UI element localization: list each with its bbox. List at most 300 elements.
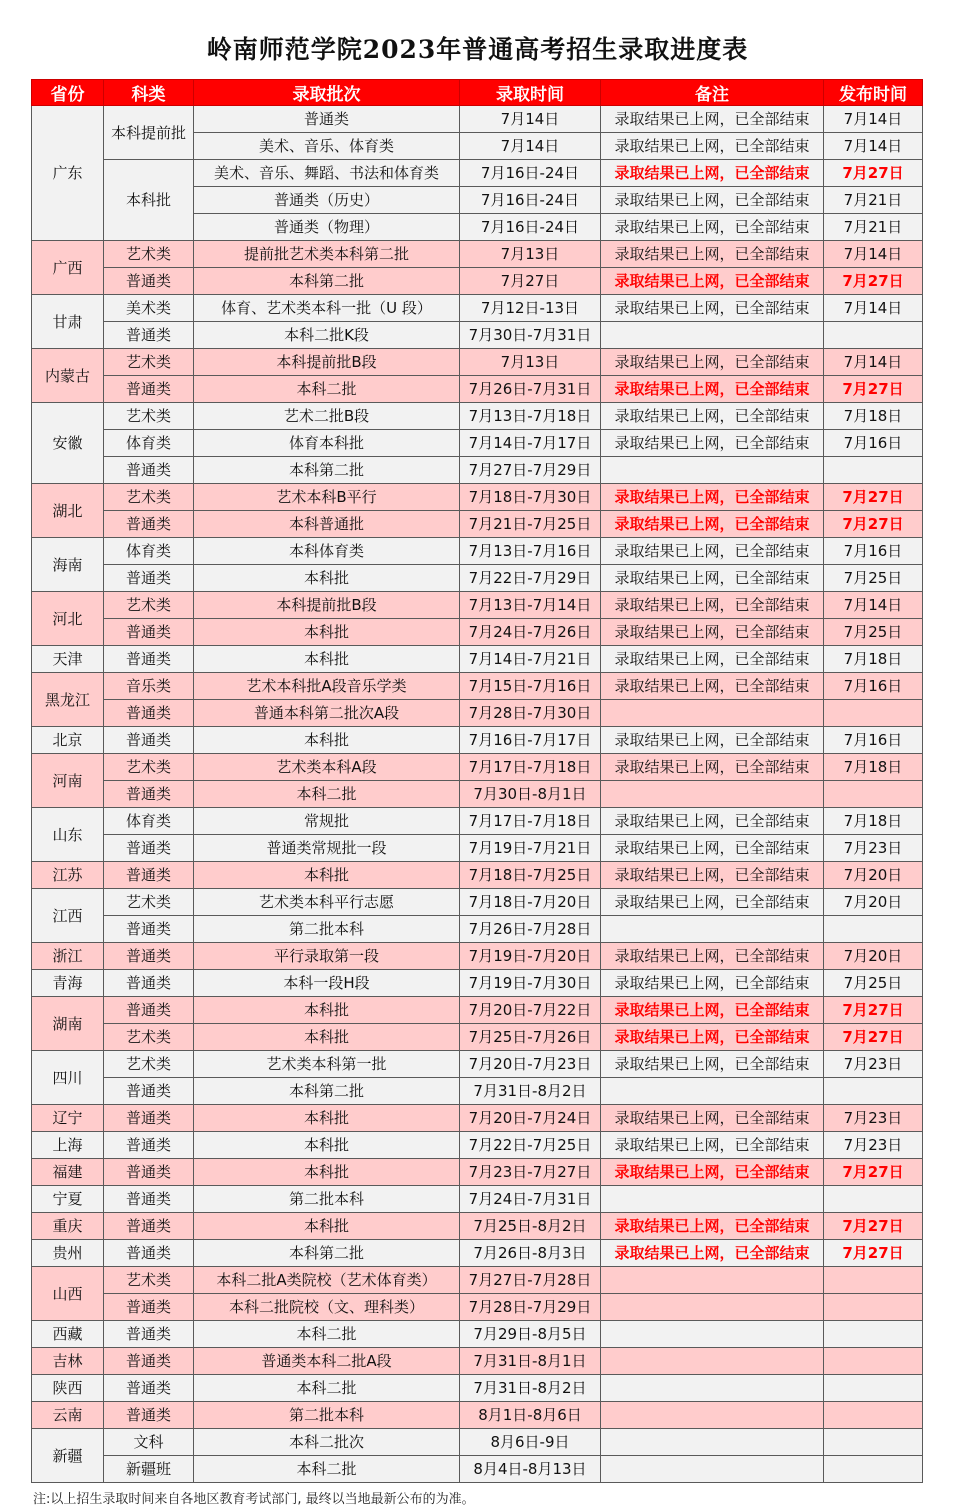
column-header-province: 省份 — [32, 80, 104, 106]
batch-cell: 本科第二批 — [194, 1240, 460, 1267]
time-cell: 7月22日-7月29日 — [460, 565, 601, 592]
remark-cell — [601, 1429, 824, 1456]
remark-cell: 录取结果已上网，已全部结束 — [601, 727, 824, 754]
category-cell: 普通类 — [104, 1348, 194, 1375]
published-cell: 7月27日 — [824, 997, 923, 1024]
province-cell: 河南 — [32, 754, 104, 808]
category-cell: 普通类 — [104, 268, 194, 295]
batch-cell: 本科批 — [194, 619, 460, 646]
column-header-published: 发布时间 — [824, 80, 923, 106]
time-cell: 7月13日 — [460, 349, 601, 376]
province-cell: 辽宁 — [32, 1105, 104, 1132]
footnote: 注:以上招生录取时间来自各地区教育考试部门, 最终以当地最新公布的为准。 — [33, 1492, 475, 1507]
category-cell: 普通类 — [104, 1159, 194, 1186]
time-cell: 7月16日-24日 — [460, 214, 601, 241]
province-cell: 湖南 — [32, 997, 104, 1051]
table-row — [32, 1051, 923, 1078]
category-cell: 普通类 — [104, 1402, 194, 1429]
table-row — [32, 1348, 923, 1375]
time-cell: 8月1日-8月6日 — [460, 1402, 601, 1429]
time-cell: 7月20日-7月22日 — [460, 997, 601, 1024]
category-cell: 艺术类 — [104, 403, 194, 430]
published-cell: 7月18日 — [824, 403, 923, 430]
category-cell: 普通类 — [104, 835, 194, 862]
batch-cell: 本科批 — [194, 1024, 460, 1051]
remark-cell: 录取结果已上网，已全部结束 — [601, 943, 824, 970]
table-row — [32, 808, 923, 835]
table-row — [32, 295, 923, 322]
table-row — [32, 538, 923, 565]
province-cell: 云南 — [32, 1402, 104, 1429]
time-cell: 7月30日-8月1日 — [460, 781, 601, 808]
table-row — [32, 970, 923, 997]
table-row — [32, 889, 923, 916]
time-cell: 7月27日-7月28日 — [460, 1267, 601, 1294]
column-header-category: 科类 — [104, 80, 194, 106]
batch-cell: 普通类（历史） — [194, 187, 460, 214]
column-header-time: 录取时间 — [460, 80, 601, 106]
category-cell: 普通类 — [104, 376, 194, 403]
column-header-batch: 录取批次 — [194, 80, 460, 106]
category-cell: 普通类 — [104, 1186, 194, 1213]
remark-cell: 录取结果已上网，已全部结束 — [601, 268, 824, 295]
published-cell: 7月20日 — [824, 862, 923, 889]
remark-cell — [601, 1267, 824, 1294]
province-cell: 宁夏 — [32, 1186, 104, 1213]
category-cell: 艺术类 — [104, 889, 194, 916]
published-cell — [824, 322, 923, 349]
time-cell: 7月30日-7月31日 — [460, 322, 601, 349]
remark-cell: 录取结果已上网，已全部结束 — [601, 187, 824, 214]
remark-cell: 录取结果已上网，已全部结束 — [601, 889, 824, 916]
published-cell: 7月16日 — [824, 727, 923, 754]
table-row — [32, 268, 923, 295]
table-row — [32, 1402, 923, 1429]
province-cell: 浙江 — [32, 943, 104, 970]
time-cell: 7月19日-7月20日 — [460, 943, 601, 970]
published-cell: 7月21日 — [824, 187, 923, 214]
table-row — [32, 1159, 923, 1186]
remark-cell — [601, 1456, 824, 1483]
table-row — [32, 322, 923, 349]
batch-cell: 本科一段H段 — [194, 970, 460, 997]
table-row — [32, 592, 923, 619]
table-row — [32, 1294, 923, 1321]
batch-cell: 本科批 — [194, 1159, 460, 1186]
time-cell: 7月13日-7月14日 — [460, 592, 601, 619]
published-cell — [824, 1294, 923, 1321]
remark-cell — [601, 457, 824, 484]
published-cell: 7月20日 — [824, 889, 923, 916]
time-cell: 7月20日-7月23日 — [460, 1051, 601, 1078]
published-cell — [824, 1402, 923, 1429]
time-cell: 7月18日-7月20日 — [460, 889, 601, 916]
table-row — [32, 835, 923, 862]
batch-cell: 提前批艺术类本科第二批 — [194, 241, 460, 268]
batch-cell: 本科第二批 — [194, 457, 460, 484]
published-cell: 7月14日 — [824, 295, 923, 322]
remark-cell — [601, 916, 824, 943]
province-cell: 贵州 — [32, 1240, 104, 1267]
published-cell: 7月27日 — [824, 268, 923, 295]
table-row — [32, 727, 923, 754]
province-cell: 海南 — [32, 538, 104, 592]
table-row — [32, 403, 923, 430]
category-cell: 文科 — [104, 1429, 194, 1456]
remark-cell: 录取结果已上网，已全部结束 — [601, 241, 824, 268]
table-row — [32, 1375, 923, 1402]
table-row — [32, 349, 923, 376]
category-cell: 普通类 — [104, 1213, 194, 1240]
published-cell — [824, 700, 923, 727]
batch-cell: 本科批 — [194, 862, 460, 889]
batch-cell: 本科批 — [194, 997, 460, 1024]
province-cell: 陕西 — [32, 1375, 104, 1402]
category-cell: 体育类 — [104, 430, 194, 457]
category-cell: 普通类 — [104, 619, 194, 646]
remark-cell — [601, 1402, 824, 1429]
batch-cell: 本科批 — [194, 565, 460, 592]
time-cell: 8月6日-9日 — [460, 1429, 601, 1456]
category-cell: 艺术类 — [104, 241, 194, 268]
time-cell: 7月12日-13日 — [460, 295, 601, 322]
time-cell: 7月26日-7月28日 — [460, 916, 601, 943]
published-cell: 7月23日 — [824, 1132, 923, 1159]
time-cell: 7月18日-7月30日 — [460, 484, 601, 511]
remark-cell: 录取结果已上网，已全部结束 — [601, 1159, 824, 1186]
batch-cell: 本科二批A类院校（艺术体育类） — [194, 1267, 460, 1294]
province-cell: 黑龙江 — [32, 673, 104, 727]
category-cell: 普通类 — [104, 1294, 194, 1321]
category-cell: 普通类 — [104, 1132, 194, 1159]
time-cell: 7月24日-7月26日 — [460, 619, 601, 646]
category-cell: 体育类 — [104, 808, 194, 835]
table-row — [32, 1024, 923, 1051]
remark-cell: 录取结果已上网，已全部结束 — [601, 133, 824, 160]
remark-cell: 录取结果已上网，已全部结束 — [601, 1213, 824, 1240]
batch-cell: 普通本科第二批次A段 — [194, 700, 460, 727]
batch-cell: 普通类本科二批A段 — [194, 1348, 460, 1375]
published-cell: 7月25日 — [824, 619, 923, 646]
time-cell: 7月20日-7月24日 — [460, 1105, 601, 1132]
category-cell: 普通类 — [104, 1105, 194, 1132]
table-row — [32, 1240, 923, 1267]
batch-cell: 本科提前批B段 — [194, 349, 460, 376]
province-cell: 广西 — [32, 241, 104, 295]
table-row — [32, 1105, 923, 1132]
batch-cell: 艺术类本科A段 — [194, 754, 460, 781]
category-cell: 普通类 — [104, 916, 194, 943]
remark-cell: 录取结果已上网，已全部结束 — [601, 349, 824, 376]
category-cell: 本科提前批 — [104, 106, 194, 160]
table-row — [32, 511, 923, 538]
province-cell: 青海 — [32, 970, 104, 997]
remark-cell: 录取结果已上网，已全部结束 — [601, 1240, 824, 1267]
remark-cell — [601, 322, 824, 349]
batch-cell: 本科第二批 — [194, 1078, 460, 1105]
batch-cell: 本科二批 — [194, 1321, 460, 1348]
batch-cell: 普通类 — [194, 106, 460, 133]
category-cell: 艺术类 — [104, 1267, 194, 1294]
category-cell: 艺术类 — [104, 592, 194, 619]
time-cell: 7月19日-7月21日 — [460, 835, 601, 862]
published-cell: 7月14日 — [824, 241, 923, 268]
table-row — [32, 781, 923, 808]
batch-cell: 本科提前批B段 — [194, 592, 460, 619]
batch-cell: 本科二批 — [194, 1456, 460, 1483]
batch-cell: 本科批 — [194, 1132, 460, 1159]
table-row — [32, 1267, 923, 1294]
category-cell: 普通类 — [104, 727, 194, 754]
table-row — [32, 241, 923, 268]
remark-cell — [601, 1321, 824, 1348]
remark-cell: 录取结果已上网，已全部结束 — [601, 997, 824, 1024]
batch-cell: 本科普通批 — [194, 511, 460, 538]
time-cell: 7月16日-24日 — [460, 160, 601, 187]
province-cell: 北京 — [32, 727, 104, 754]
published-cell: 7月14日 — [824, 592, 923, 619]
remark-cell — [601, 1375, 824, 1402]
remark-cell: 录取结果已上网，已全部结束 — [601, 1051, 824, 1078]
time-cell: 7月15日-7月16日 — [460, 673, 601, 700]
category-cell: 普通类 — [104, 781, 194, 808]
remark-cell — [601, 1294, 824, 1321]
time-cell: 7月14日 — [460, 106, 601, 133]
remark-cell: 录取结果已上网，已全部结束 — [601, 538, 824, 565]
table-row — [32, 1132, 923, 1159]
time-cell: 7月24日-7月31日 — [460, 1186, 601, 1213]
column-header-remark: 备注 — [601, 80, 824, 106]
table-row — [32, 997, 923, 1024]
province-cell: 吉林 — [32, 1348, 104, 1375]
batch-cell: 艺术本科批A段音乐学类 — [194, 673, 460, 700]
time-cell: 7月14日 — [460, 133, 601, 160]
table-row — [32, 1213, 923, 1240]
province-cell: 西藏 — [32, 1321, 104, 1348]
published-cell: 7月25日 — [824, 970, 923, 997]
table-row — [32, 646, 923, 673]
batch-cell: 艺术类本科平行志愿 — [194, 889, 460, 916]
published-cell: 7月14日 — [824, 349, 923, 376]
category-cell: 音乐类 — [104, 673, 194, 700]
category-cell: 普通类 — [104, 1321, 194, 1348]
batch-cell: 艺术本科B平行 — [194, 484, 460, 511]
table-row — [32, 1186, 923, 1213]
category-cell: 普通类 — [104, 970, 194, 997]
time-cell: 7月14日-7月17日 — [460, 430, 601, 457]
province-cell: 重庆 — [32, 1213, 104, 1240]
batch-cell: 第二批本科 — [194, 916, 460, 943]
published-cell: 7月23日 — [824, 1105, 923, 1132]
published-cell: 7月25日 — [824, 565, 923, 592]
table-row — [32, 1321, 923, 1348]
time-cell: 7月28日-7月29日 — [460, 1294, 601, 1321]
batch-cell: 平行录取第一段 — [194, 943, 460, 970]
batch-cell: 本科批 — [194, 1213, 460, 1240]
batch-cell: 本科批 — [194, 1105, 460, 1132]
published-cell — [824, 781, 923, 808]
time-cell: 7月25日-7月26日 — [460, 1024, 601, 1051]
category-cell: 体育类 — [104, 538, 194, 565]
remark-cell: 录取结果已上网，已全部结束 — [601, 1105, 824, 1132]
batch-cell: 本科二批院校（文、理科类） — [194, 1294, 460, 1321]
table-row — [32, 1429, 923, 1456]
published-cell: 7月16日 — [824, 430, 923, 457]
remark-cell: 录取结果已上网，已全部结束 — [601, 1132, 824, 1159]
remark-cell: 录取结果已上网，已全部结束 — [601, 673, 824, 700]
table-body — [32, 106, 923, 1483]
table-row — [32, 457, 923, 484]
remark-cell: 录取结果已上网，已全部结束 — [601, 808, 824, 835]
batch-cell: 本科二批次 — [194, 1429, 460, 1456]
published-cell: 7月21日 — [824, 214, 923, 241]
time-cell: 7月31日-8月1日 — [460, 1348, 601, 1375]
table-header-row — [32, 80, 923, 106]
category-cell: 新疆班 — [104, 1456, 194, 1483]
remark-cell: 录取结果已上网，已全部结束 — [601, 160, 824, 187]
time-cell: 7月26日-7月31日 — [460, 376, 601, 403]
time-cell: 7月16日-7月17日 — [460, 727, 601, 754]
time-cell: 7月13日 — [460, 241, 601, 268]
batch-cell: 常规批 — [194, 808, 460, 835]
remark-cell: 录取结果已上网，已全部结束 — [601, 376, 824, 403]
category-cell: 艺术类 — [104, 484, 194, 511]
remark-cell: 录取结果已上网，已全部结束 — [601, 403, 824, 430]
batch-cell: 第二批本科 — [194, 1402, 460, 1429]
remark-cell — [601, 781, 824, 808]
table-row — [32, 754, 923, 781]
batch-cell: 本科体育类 — [194, 538, 460, 565]
published-cell: 7月20日 — [824, 943, 923, 970]
published-cell — [824, 1348, 923, 1375]
time-cell: 7月19日-7月30日 — [460, 970, 601, 997]
batch-cell: 本科批 — [194, 646, 460, 673]
category-cell: 普通类 — [104, 1078, 194, 1105]
published-cell — [824, 1429, 923, 1456]
batch-cell: 体育本科批 — [194, 430, 460, 457]
time-cell: 7月13日-7月16日 — [460, 538, 601, 565]
time-cell: 7月26日-8月3日 — [460, 1240, 601, 1267]
published-cell: 7月23日 — [824, 835, 923, 862]
published-cell — [824, 457, 923, 484]
time-cell: 7月21日-7月25日 — [460, 511, 601, 538]
remark-cell: 录取结果已上网，已全部结束 — [601, 295, 824, 322]
admission-progress-table — [31, 79, 923, 1483]
table-row — [32, 916, 923, 943]
published-cell — [824, 1078, 923, 1105]
published-cell: 7月18日 — [824, 808, 923, 835]
province-cell: 天津 — [32, 646, 104, 673]
category-cell: 艺术类 — [104, 1024, 194, 1051]
province-cell: 内蒙古 — [32, 349, 104, 403]
remark-cell: 录取结果已上网，已全部结束 — [601, 511, 824, 538]
province-cell: 山东 — [32, 808, 104, 862]
remark-cell — [601, 700, 824, 727]
table-row — [32, 943, 923, 970]
province-cell: 江西 — [32, 889, 104, 943]
batch-cell: 美术、音乐、体育类 — [194, 133, 460, 160]
time-cell: 7月17日-7月18日 — [460, 808, 601, 835]
published-cell: 7月23日 — [824, 1051, 923, 1078]
remark-cell: 录取结果已上网，已全部结束 — [601, 754, 824, 781]
batch-cell: 本科批 — [194, 727, 460, 754]
remark-cell: 录取结果已上网，已全部结束 — [601, 214, 824, 241]
published-cell — [824, 1321, 923, 1348]
category-cell: 普通类 — [104, 997, 194, 1024]
time-cell: 8月4日-8月13日 — [460, 1456, 601, 1483]
published-cell — [824, 1375, 923, 1402]
remark-cell — [601, 1186, 824, 1213]
remark-cell: 录取结果已上网，已全部结束 — [601, 862, 824, 889]
category-cell: 普通类 — [104, 1240, 194, 1267]
remark-cell — [601, 1078, 824, 1105]
remark-cell: 录取结果已上网，已全部结束 — [601, 619, 824, 646]
table-row — [32, 1078, 923, 1105]
batch-cell: 普通类（物理） — [194, 214, 460, 241]
table-row — [32, 484, 923, 511]
province-cell: 新疆 — [32, 1429, 104, 1483]
published-cell — [824, 1267, 923, 1294]
table-row — [32, 430, 923, 457]
time-cell: 7月29日-8月5日 — [460, 1321, 601, 1348]
time-cell: 7月18日-7月25日 — [460, 862, 601, 889]
remark-cell: 录取结果已上网，已全部结束 — [601, 565, 824, 592]
batch-cell: 艺术二批B段 — [194, 403, 460, 430]
category-cell: 艺术类 — [104, 1051, 194, 1078]
category-cell: 普通类 — [104, 646, 194, 673]
time-cell: 7月25日-8月2日 — [460, 1213, 601, 1240]
published-cell: 7月27日 — [824, 376, 923, 403]
batch-cell: 本科第二批 — [194, 268, 460, 295]
published-cell: 7月27日 — [824, 511, 923, 538]
table-row — [32, 700, 923, 727]
published-cell — [824, 916, 923, 943]
province-cell: 湖北 — [32, 484, 104, 538]
remark-cell — [601, 1348, 824, 1375]
published-cell: 7月27日 — [824, 484, 923, 511]
category-cell: 普通类 — [104, 457, 194, 484]
batch-cell: 艺术类本科第一批 — [194, 1051, 460, 1078]
table-row — [32, 565, 923, 592]
published-cell: 7月27日 — [824, 1213, 923, 1240]
province-cell: 上海 — [32, 1132, 104, 1159]
batch-cell: 美术、音乐、舞蹈、书法和体育类 — [194, 160, 460, 187]
category-cell: 艺术类 — [104, 349, 194, 376]
published-cell: 7月27日 — [824, 160, 923, 187]
table-row — [32, 619, 923, 646]
table-row — [32, 106, 923, 133]
category-cell: 普通类 — [104, 1375, 194, 1402]
province-cell: 江苏 — [32, 862, 104, 889]
remark-cell: 录取结果已上网，已全部结束 — [601, 835, 824, 862]
batch-cell: 第二批本科 — [194, 1186, 460, 1213]
table-row — [32, 862, 923, 889]
category-cell: 普通类 — [104, 700, 194, 727]
remark-cell: 录取结果已上网，已全部结束 — [601, 970, 824, 997]
batch-cell: 本科二批K段 — [194, 322, 460, 349]
province-cell: 甘肃 — [32, 295, 104, 349]
time-cell: 7月31日-8月2日 — [460, 1375, 601, 1402]
published-cell: 7月16日 — [824, 673, 923, 700]
remark-cell: 录取结果已上网，已全部结束 — [601, 106, 824, 133]
time-cell: 7月17日-7月18日 — [460, 754, 601, 781]
category-cell: 本科批 — [104, 160, 194, 241]
table-row — [32, 673, 923, 700]
published-cell: 7月14日 — [824, 133, 923, 160]
published-cell: 7月27日 — [824, 1024, 923, 1051]
time-cell: 7月23日-7月27日 — [460, 1159, 601, 1186]
table-row — [32, 1456, 923, 1483]
